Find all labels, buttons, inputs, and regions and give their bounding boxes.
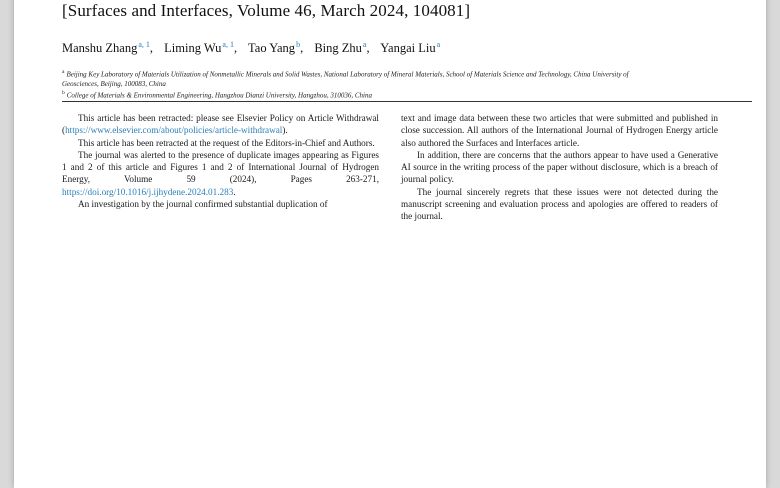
affiliation-b [62,88,662,100]
affiliation-a [62,67,662,89]
author-list: Manshu Zhang$^{a, 1}$, Liming Wu$^{a, 1}$, Tao Yang$^b$, Bing Zhu$^a$, Yangai Liu$^a$ [62,40,441,56]
paragraph: In addition, there are concerns that the authors appear to have used a Generative AI source in the writing process of the paper without disclosure, which is a breach of journal policy. [401,149,718,185]
author-name: Manshu Zhang [62,41,138,56]
paragraph: This article has been retracted at the request of the Editors-in-Chief and Authors. [78,137,375,148]
author-affiliation-mark[interactable]: b [296,40,301,49]
title-line-2: [Surfaces and Interfaces, Volume 46, March 2024, 104081] [62,1,471,20]
author-affiliation-mark[interactable]: a [362,40,367,49]
paragraph: This article has been retracted: please see Elsevier Policy on Article Withdrawal (https://www.elsevier.com/about/policies/article-withdrawal). [62,113,379,136]
affiliation-mark: b [62,90,65,96]
body-column-left [62,112,379,210]
paragraph: The journal was alerted to the presence of duplicate images appearing as Figures 1 and 2 of this article and Figures 1 and 2 of International Journal of Hydrogen Energy, Volume 59 (2024), Pages 263-271, https://doi.org/10.1016/j.ijhydene.2024.01.283. [62,149,379,197]
author-affiliation-mark[interactable]: a [436,40,441,49]
affiliation-mark: a [62,69,65,75]
doi-link[interactable]: https://doi.org/10.1016/j.ijhydene.2024.01.283 [62,186,234,197]
author-name: Yangai Liu [380,41,436,56]
divider [62,101,752,102]
author-name: Tao Yang [248,41,296,56]
paragraph: An investigation by the journal confirmed substantial duplication of [78,199,328,210]
author-name: Liming Wu [164,41,222,56]
affiliation-text: College of Materials & Environmental Engineering, Hangzhou Dianzi University, Hangzhou, 310036, China [66,91,372,100]
author-affiliation-mark[interactable]: a, 1 [222,40,234,49]
paragraph: The journal sincerely regrets that these issues were not detected during the manuscript screening and evaluation process and apologies are offered to readers of the journal. [401,186,718,222]
paragraph: text and image data between these two articles that were submitted and published in close succession. All authors of the International Journal of Hydrogen Energy article also authored the Surfaces and Interfaces article. [401,113,718,148]
author-affiliation-mark[interactable]: a, 1 [138,40,150,49]
body-column-right [401,112,718,223]
article-title [62,0,752,22]
affiliation-text: Beijing Key Laboratory of Materials Utilization of Nonmetallic Minerals and Solid Wastes, National Laboratory of Mineral Materials, School of Materials Science and Technology, China University of Geosciences, Beijing, 100083, China [62,70,629,89]
document-page [14,0,766,488]
author-name: Bing Zhu [314,41,362,56]
policy-link[interactable]: https://www.elsevier.com/about/policies/article-withdrawal [65,125,283,136]
